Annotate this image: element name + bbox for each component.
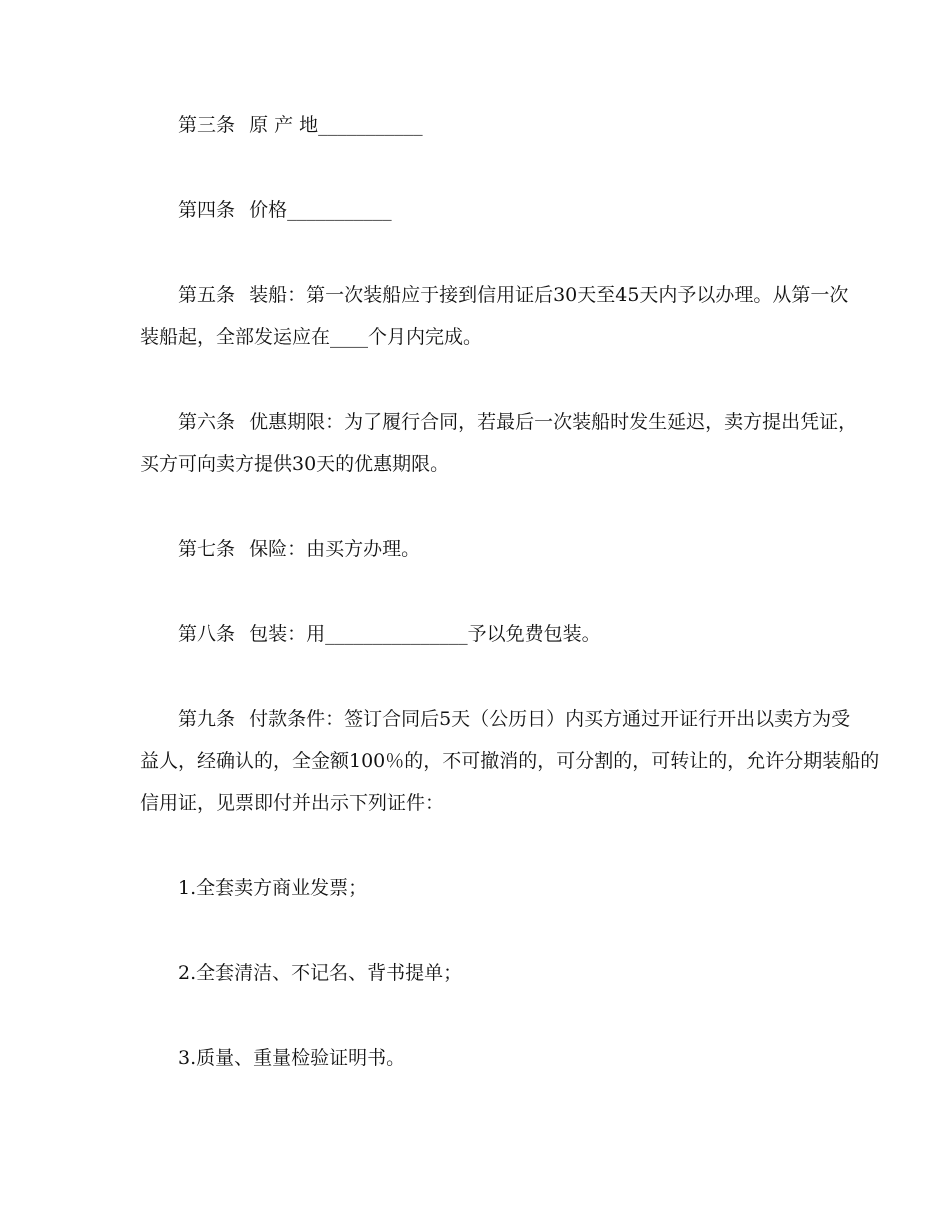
article-8-text-part-2: 予以免费包装。 [467,623,601,645]
list-item-text-3: 3.质量、重量检验证明书。 [178,1047,406,1069]
article-8-text-part-1: 用 [306,623,326,645]
article-6-line-2 [140,443,820,485]
article-7-line [140,528,858,570]
article-9-line-2 [140,740,880,782]
article-7-label: 第七条 [178,538,236,560]
article-9-label: 第九条 [178,708,236,730]
article-4-label: 第四条 [178,199,236,221]
list-item [140,1037,858,1079]
article-7-text: 由买方办理。 [306,538,421,560]
article-3-line [140,104,858,146]
article-4-blank: ___________ [287,199,392,221]
list-item-text-1: 1.全套卖方商业发票； [178,877,368,899]
list-item [140,867,858,909]
article-8-title: 包装： [249,623,307,645]
article-5-line-2 [140,316,820,358]
list-item-text-2: 2.全套清洁、不记名、背书提单； [178,962,463,984]
article-5-title: 装船： [249,284,307,306]
article-3-blank: ___________ [318,114,423,136]
article-4-line [140,189,858,231]
article-9-text-line-2: 益人，经确认的，全金额100％的，不可撤消的，可分割的，可转让的，允许分期装船的 [140,750,880,772]
article-8-blank: _______________ [325,623,468,645]
article-6-title: 优惠期限： [249,411,345,433]
article-7-title: 保险： [249,538,307,560]
article-3-label: 第三条 [178,114,236,136]
article-8-label: 第八条 [178,623,236,645]
article-5-line-1 [140,274,858,316]
article-9-title: 付款条件： [249,708,345,730]
article-9-text-line-1: 签订合同后5天（公历日）内买方通过开证行开出以卖方为受 [344,708,851,730]
article-6-label: 第六条 [178,411,236,433]
list-item [140,952,858,994]
article-5-label: 第五条 [178,284,236,306]
article-5-text-line-2-part-2: 个月内完成。 [368,326,483,348]
article-8-line [140,613,858,655]
article-9-line-3 [140,782,820,824]
article-6-line-1 [140,401,858,443]
article-6-text-line-1: 为了履行合同，若最后一次装船时发生延迟，卖方提出凭证， [344,411,858,433]
article-9-text-line-3: 信用证，见票即付并出示下列证件： [140,792,445,814]
article-4-title: 价格 [249,199,288,221]
article-9-line-1 [140,698,858,740]
article-5-text-line-1: 第一次装船应于接到信用证后30天至45天内予以办理。从第一次 [306,284,849,306]
article-5-blank: ____ [330,326,369,348]
article-5-text-line-2-part-1: 装船起，全部发运应在 [140,326,331,348]
article-6-text-line-2: 买方可向卖方提供30天的优惠期限。 [140,453,450,475]
article-3-title: 原 产 地 [249,114,319,136]
